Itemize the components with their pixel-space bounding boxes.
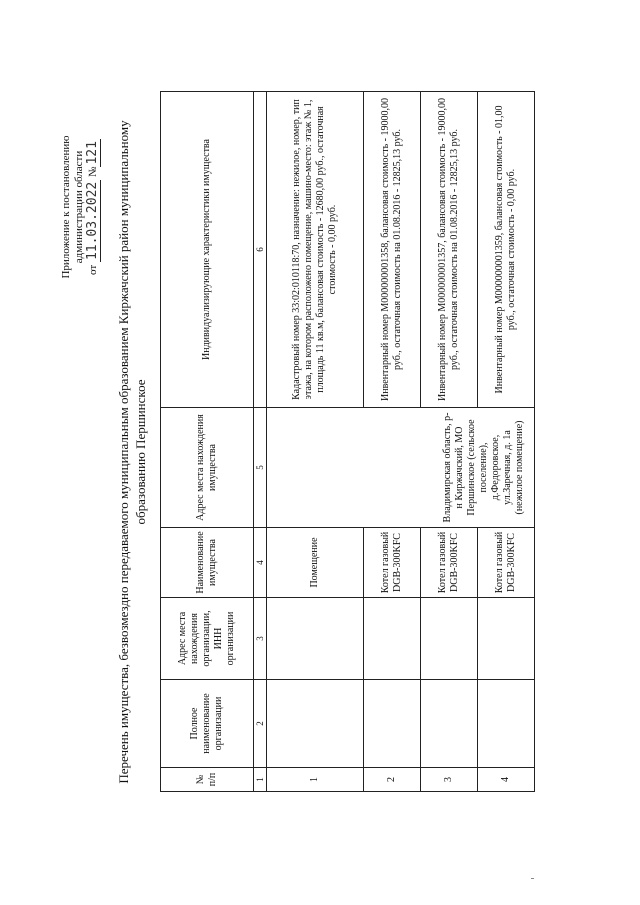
property-table xyxy=(160,91,535,792)
table-header-row xyxy=(161,92,254,792)
org-address-cell xyxy=(421,598,478,680)
rotated-document xyxy=(60,72,580,832)
header-property-name: Наименование имущества xyxy=(161,528,254,598)
characteristics-cell: Инвентарный номер М000000001358, балансовая стоимость - 19000,00 руб., остаточная стоимость на 01.08.2016 - 12825,13 руб. xyxy=(364,92,421,408)
approval-header xyxy=(60,102,100,312)
header-org-name: Полное наименование организации xyxy=(161,680,254,768)
header-org-address: Адрес места нахождения организации, ИНН организации xyxy=(161,598,254,680)
approval-date-line xyxy=(86,102,100,312)
column-index: 6 xyxy=(254,92,267,408)
characteristics-cell: Кадастровый номер 33:02:010118:70, назначение: нежилое, номер, тип этажа, на котором расположено помещение, машино-место: этаж № 1, площадь 11 кв.м, балансовая стоимость - 12680,00 руб., остаточная стоимость - 0,00 руб. xyxy=(267,92,364,408)
characteristics-cell: Инвентарный номер М000000001359, балансовая стоимость - 01,00 руб., остаточная стоимость - 0,00 руб. xyxy=(478,92,535,408)
org-address-cell xyxy=(267,598,364,680)
scan-speck xyxy=(531,878,534,879)
org-name-cell xyxy=(364,680,421,768)
column-index-row xyxy=(254,92,267,792)
property-name-cell: Помещение xyxy=(267,528,364,598)
org-address-cell xyxy=(364,598,421,680)
org-name-cell xyxy=(421,680,478,768)
date-prefix: от xyxy=(87,264,99,275)
header-characteristics: Индивидуализирующие характеристики имущества xyxy=(161,92,254,408)
row-number: 3 xyxy=(421,768,478,792)
column-index: 5 xyxy=(254,408,267,528)
approval-line-2: администрации области xyxy=(73,150,85,264)
column-index: 2 xyxy=(254,680,267,768)
property-address-cell: Владимирская область, р-н Киржачский, МО Першинское (сельское поселение), д.Федоровское, ул.Заречная, д. 1а (нежилое помещение) xyxy=(267,408,535,528)
title-line-1: Перечень имущества, безвозмездно передаваемого муниципальным образованием Киржачский район муниципальному xyxy=(116,120,131,784)
number-sign: № xyxy=(87,166,99,178)
row-number: 1 xyxy=(267,768,364,792)
characteristics-cell: Инвентарный номер М000000001357, балансовая стоимость - 19000,00 руб., остаточная стоимость на 01.08.2016 - 12825,13 руб. xyxy=(421,92,478,408)
org-address-cell xyxy=(478,598,535,680)
row-number: 2 xyxy=(364,768,421,792)
property-table-wrap xyxy=(160,92,535,792)
header-property-address: Адрес места нахождения имущества xyxy=(161,408,254,528)
column-index: 3 xyxy=(254,598,267,680)
approval-line-1: Приложение к постановлению xyxy=(60,135,72,279)
column-index: 4 xyxy=(254,528,267,598)
org-name-cell xyxy=(478,680,535,768)
org-name-cell xyxy=(267,680,364,768)
table-row xyxy=(267,92,364,792)
property-name-cell: Котел газовый DGB-300KFC xyxy=(478,528,535,598)
title-line-2: образованию Першинское xyxy=(133,379,148,525)
row-number: 4 xyxy=(478,768,535,792)
header-number: № п/п xyxy=(161,768,254,792)
property-name-cell: Котел газовый DGB-300KFC xyxy=(421,528,478,598)
document-title xyxy=(115,72,149,832)
property-name-cell: Котел газовый DGB-300KFC xyxy=(364,528,421,598)
column-index: 1 xyxy=(254,768,267,792)
approval-date: 11.03.2022 xyxy=(85,181,100,261)
approval-number: 121 xyxy=(85,141,100,165)
